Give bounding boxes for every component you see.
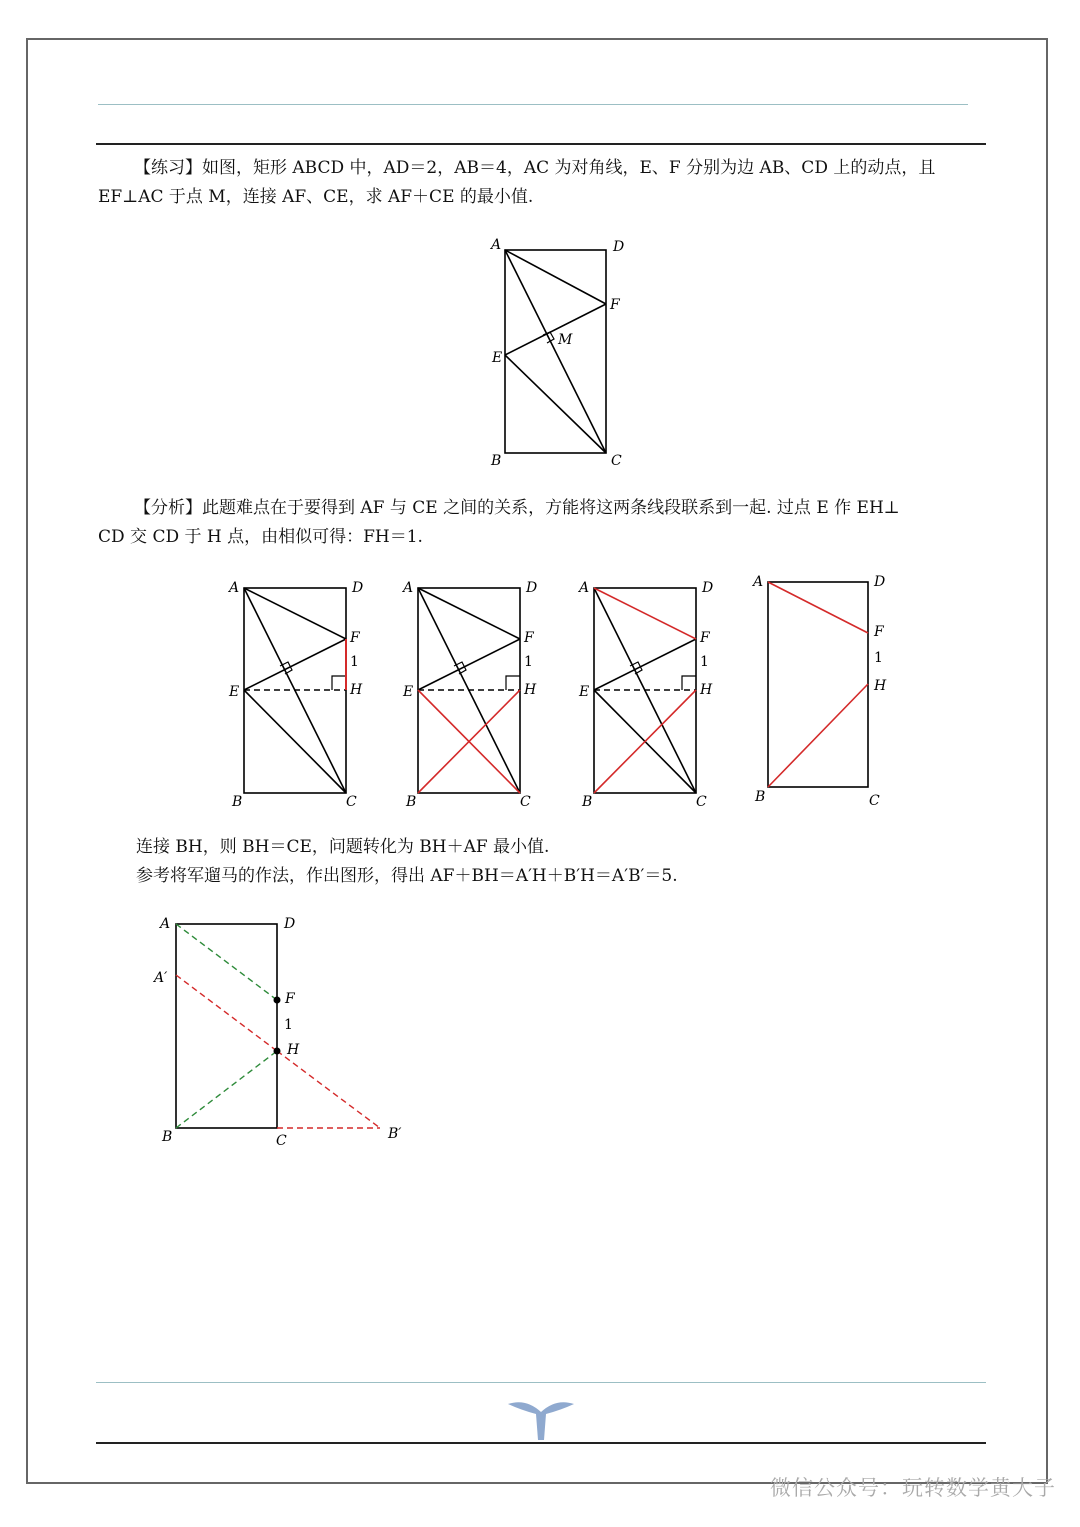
point-label: A′ <box>154 970 168 986</box>
label-c: C <box>611 453 622 469</box>
analysis-line-2: CD 交 CD 于 H 点，由相似可得：FH＝1. <box>98 527 423 547</box>
exercise-line-2: EF⊥AC 于点 M，连接 AF、CE，求 AF＋CE 的最小值. <box>98 187 534 207</box>
point-label: F <box>700 630 710 646</box>
point-label: A <box>403 580 414 596</box>
figure-step-3 <box>576 576 716 812</box>
point-label: A <box>579 580 590 596</box>
point-label: H <box>874 678 887 694</box>
figure-step-4 <box>750 570 900 810</box>
seg-ec <box>505 355 606 453</box>
header-rule-thin <box>98 104 968 105</box>
label-m: M <box>558 332 573 348</box>
analysis-line-1: 此题难点在于要得到 AF 与 CE 之间的关系，方能将这两条线段联系到一起. 过点 E 作 EH⊥ <box>202 498 900 518</box>
conclusion-paragraph <box>136 833 1026 891</box>
point-label: C <box>520 794 531 810</box>
bird-logo-icon <box>506 1396 576 1446</box>
diag-ac <box>505 250 606 453</box>
point-label: F <box>524 630 534 646</box>
point-label: B <box>755 789 766 805</box>
exercise-tag: 【练习】 <box>134 158 202 178</box>
point-label: H <box>350 682 363 698</box>
point-label: B <box>406 794 417 810</box>
conclusion-line-2: 参考将军遛马的作法，作出图形，得出 AF＋BH＝A′H＋B′H＝A′B′＝5. <box>136 866 678 886</box>
header-rule-thick <box>96 143 986 145</box>
point-label: E <box>579 684 590 700</box>
point-label: F <box>874 624 884 640</box>
point-label: 1 <box>700 654 709 670</box>
point-label: 1 <box>284 1017 293 1033</box>
point-label: D <box>526 580 538 596</box>
point-label: H <box>287 1042 300 1058</box>
point-label: H <box>700 682 713 698</box>
point-label: B′ <box>388 1126 402 1142</box>
point-label: B <box>162 1129 173 1145</box>
point-label: E <box>403 684 414 700</box>
point-label: 1 <box>874 650 883 666</box>
point-label: D <box>284 916 296 932</box>
figure-main <box>480 236 640 472</box>
point-label: F <box>350 630 360 646</box>
point-label: D <box>352 580 364 596</box>
point-label: C <box>869 793 880 809</box>
point-label: B <box>582 794 593 810</box>
figure-final <box>150 910 420 1150</box>
seg-ef <box>505 304 606 355</box>
analysis-tag: 【分析】 <box>134 498 202 518</box>
footer-rule-thick <box>96 1442 986 1444</box>
label-e: E <box>492 350 503 366</box>
conclusion-line-1: 连接 BH，则 BH＝CE，问题转化为 BH＋AF 最小值. <box>136 837 550 857</box>
point-label: 1 <box>524 654 533 670</box>
footer-rule-thin <box>96 1382 986 1383</box>
label-b: B <box>491 453 502 469</box>
point-label: A <box>160 916 171 932</box>
point-label: H <box>524 682 537 698</box>
label-f: F <box>610 297 620 313</box>
exercise-paragraph <box>98 154 988 212</box>
figure-step-2 <box>400 576 540 812</box>
point-label: D <box>874 574 886 590</box>
watermark: 微信公众号：玩转数学黄大子 <box>770 1476 1056 1500</box>
point-label: A <box>753 574 764 590</box>
seg-af <box>505 250 606 304</box>
point-label: A <box>229 580 240 596</box>
point-label: F <box>285 991 295 1007</box>
point-label: C <box>696 794 707 810</box>
point-label: 1 <box>350 654 359 670</box>
point-label: C <box>346 794 357 810</box>
label-d: D <box>613 239 625 255</box>
point-label: D <box>702 580 714 596</box>
exercise-line-1: 如图，矩形 ABCD 中，AD＝2，AB＝4，AC 为对角线，E、F 分别为边 AB、CD 上的动点，且 <box>202 158 936 178</box>
analysis-paragraph <box>98 494 988 552</box>
point-label: E <box>229 684 240 700</box>
figure-step-1 <box>226 576 366 812</box>
point-label: B <box>232 794 243 810</box>
point-label: C <box>276 1133 287 1149</box>
label-a: A <box>491 237 502 253</box>
